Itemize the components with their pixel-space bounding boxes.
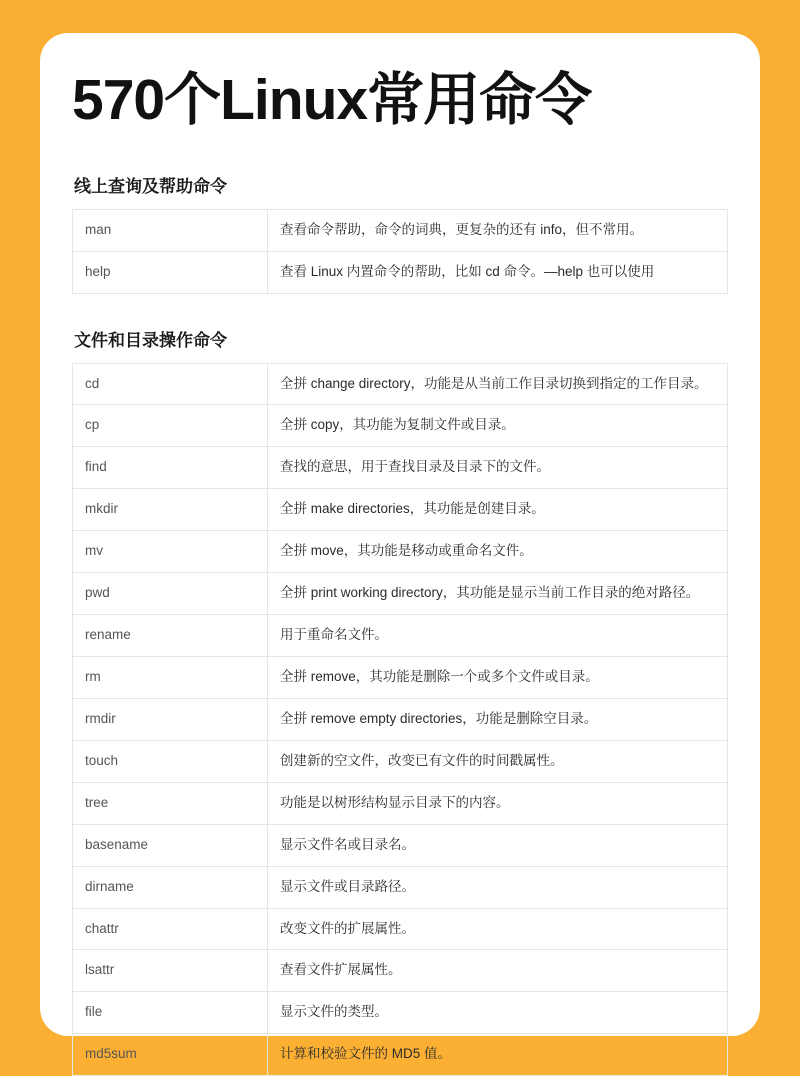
command-description: 改变文件的扩展属性。	[268, 908, 728, 950]
table-row	[73, 615, 728, 657]
command-description: 用于重命名文件。	[268, 615, 728, 657]
page-title: 570个Linux常用命令	[72, 68, 592, 132]
command-description: 全拼 print working directory，其功能是显示当前工作目录的绝对路径。	[268, 573, 728, 615]
command-name: touch	[73, 740, 268, 782]
command-name: cd	[73, 363, 268, 405]
command-description: 全拼 copy，其功能为复制文件或目录。	[268, 405, 728, 447]
card-inner	[40, 33, 760, 1076]
table-row	[73, 209, 728, 251]
command-name: pwd	[73, 573, 268, 615]
command-name: man	[73, 209, 268, 251]
command-name: find	[73, 447, 268, 489]
command-name: help	[73, 251, 268, 293]
section-heading-help: 线上查询及帮助命令	[74, 176, 227, 196]
command-name: mv	[73, 531, 268, 573]
command-name: file	[73, 992, 268, 1034]
table-row	[73, 866, 728, 908]
table-row	[73, 489, 728, 531]
table-row	[73, 531, 728, 573]
content-card	[40, 33, 760, 1062]
command-name: tree	[73, 782, 268, 824]
command-description: 全拼 move，其功能是移动或重命名文件。	[268, 531, 728, 573]
table-row	[73, 992, 728, 1034]
section-heading-file: 文件和目录操作命令	[74, 330, 227, 350]
table-row	[73, 698, 728, 740]
command-description: 功能是以树形结构显示目录下的内容。	[268, 782, 728, 824]
command-name: cp	[73, 405, 268, 447]
table-row	[73, 656, 728, 698]
table-row	[73, 950, 728, 992]
table-row	[73, 573, 728, 615]
table-row	[73, 782, 728, 824]
table-row	[73, 908, 728, 950]
command-name: md5sum	[73, 1034, 268, 1076]
command-description: 全拼 remove empty directories，功能是删除空目录。	[268, 698, 728, 740]
command-name: rmdir	[73, 698, 268, 740]
command-description: 查看命令帮助，命令的词典，更复杂的还有 info，但不常用。	[268, 209, 728, 251]
table-row	[73, 251, 728, 293]
command-name: lsattr	[73, 950, 268, 992]
table-row	[73, 824, 728, 866]
command-description: 显示文件名或目录名。	[268, 824, 728, 866]
command-description: 查找的意思，用于查找目录及目录下的文件。	[268, 447, 728, 489]
command-description: 全拼 remove，其功能是删除一个或多个文件或目录。	[268, 656, 728, 698]
command-description: 创建新的空文件，改变已有文件的时间戳属性。	[268, 740, 728, 782]
command-name: rename	[73, 615, 268, 657]
table-row	[73, 740, 728, 782]
command-name: basename	[73, 824, 268, 866]
table-row	[73, 405, 728, 447]
command-description: 计算和校验文件的 MD5 值。	[268, 1034, 728, 1076]
command-description: 查看文件扩展属性。	[268, 950, 728, 992]
command-description: 显示文件的类型。	[268, 992, 728, 1034]
table-row	[73, 1034, 728, 1076]
command-name: dirname	[73, 866, 268, 908]
table-row	[73, 447, 728, 489]
command-table-help	[72, 209, 728, 294]
table-row	[73, 363, 728, 405]
command-description: 全拼 make directories，其功能是创建目录。	[268, 489, 728, 531]
command-description: 显示文件或目录路径。	[268, 866, 728, 908]
command-name: mkdir	[73, 489, 268, 531]
command-table-file	[72, 363, 728, 1076]
command-description: 全拼 change directory，功能是从当前工作目录切换到指定的工作目录。	[268, 363, 728, 405]
command-name: rm	[73, 656, 268, 698]
command-name: chattr	[73, 908, 268, 950]
command-description: 查看 Linux 内置命令的帮助，比如 cd 命令。—help 也可以使用	[268, 251, 728, 293]
